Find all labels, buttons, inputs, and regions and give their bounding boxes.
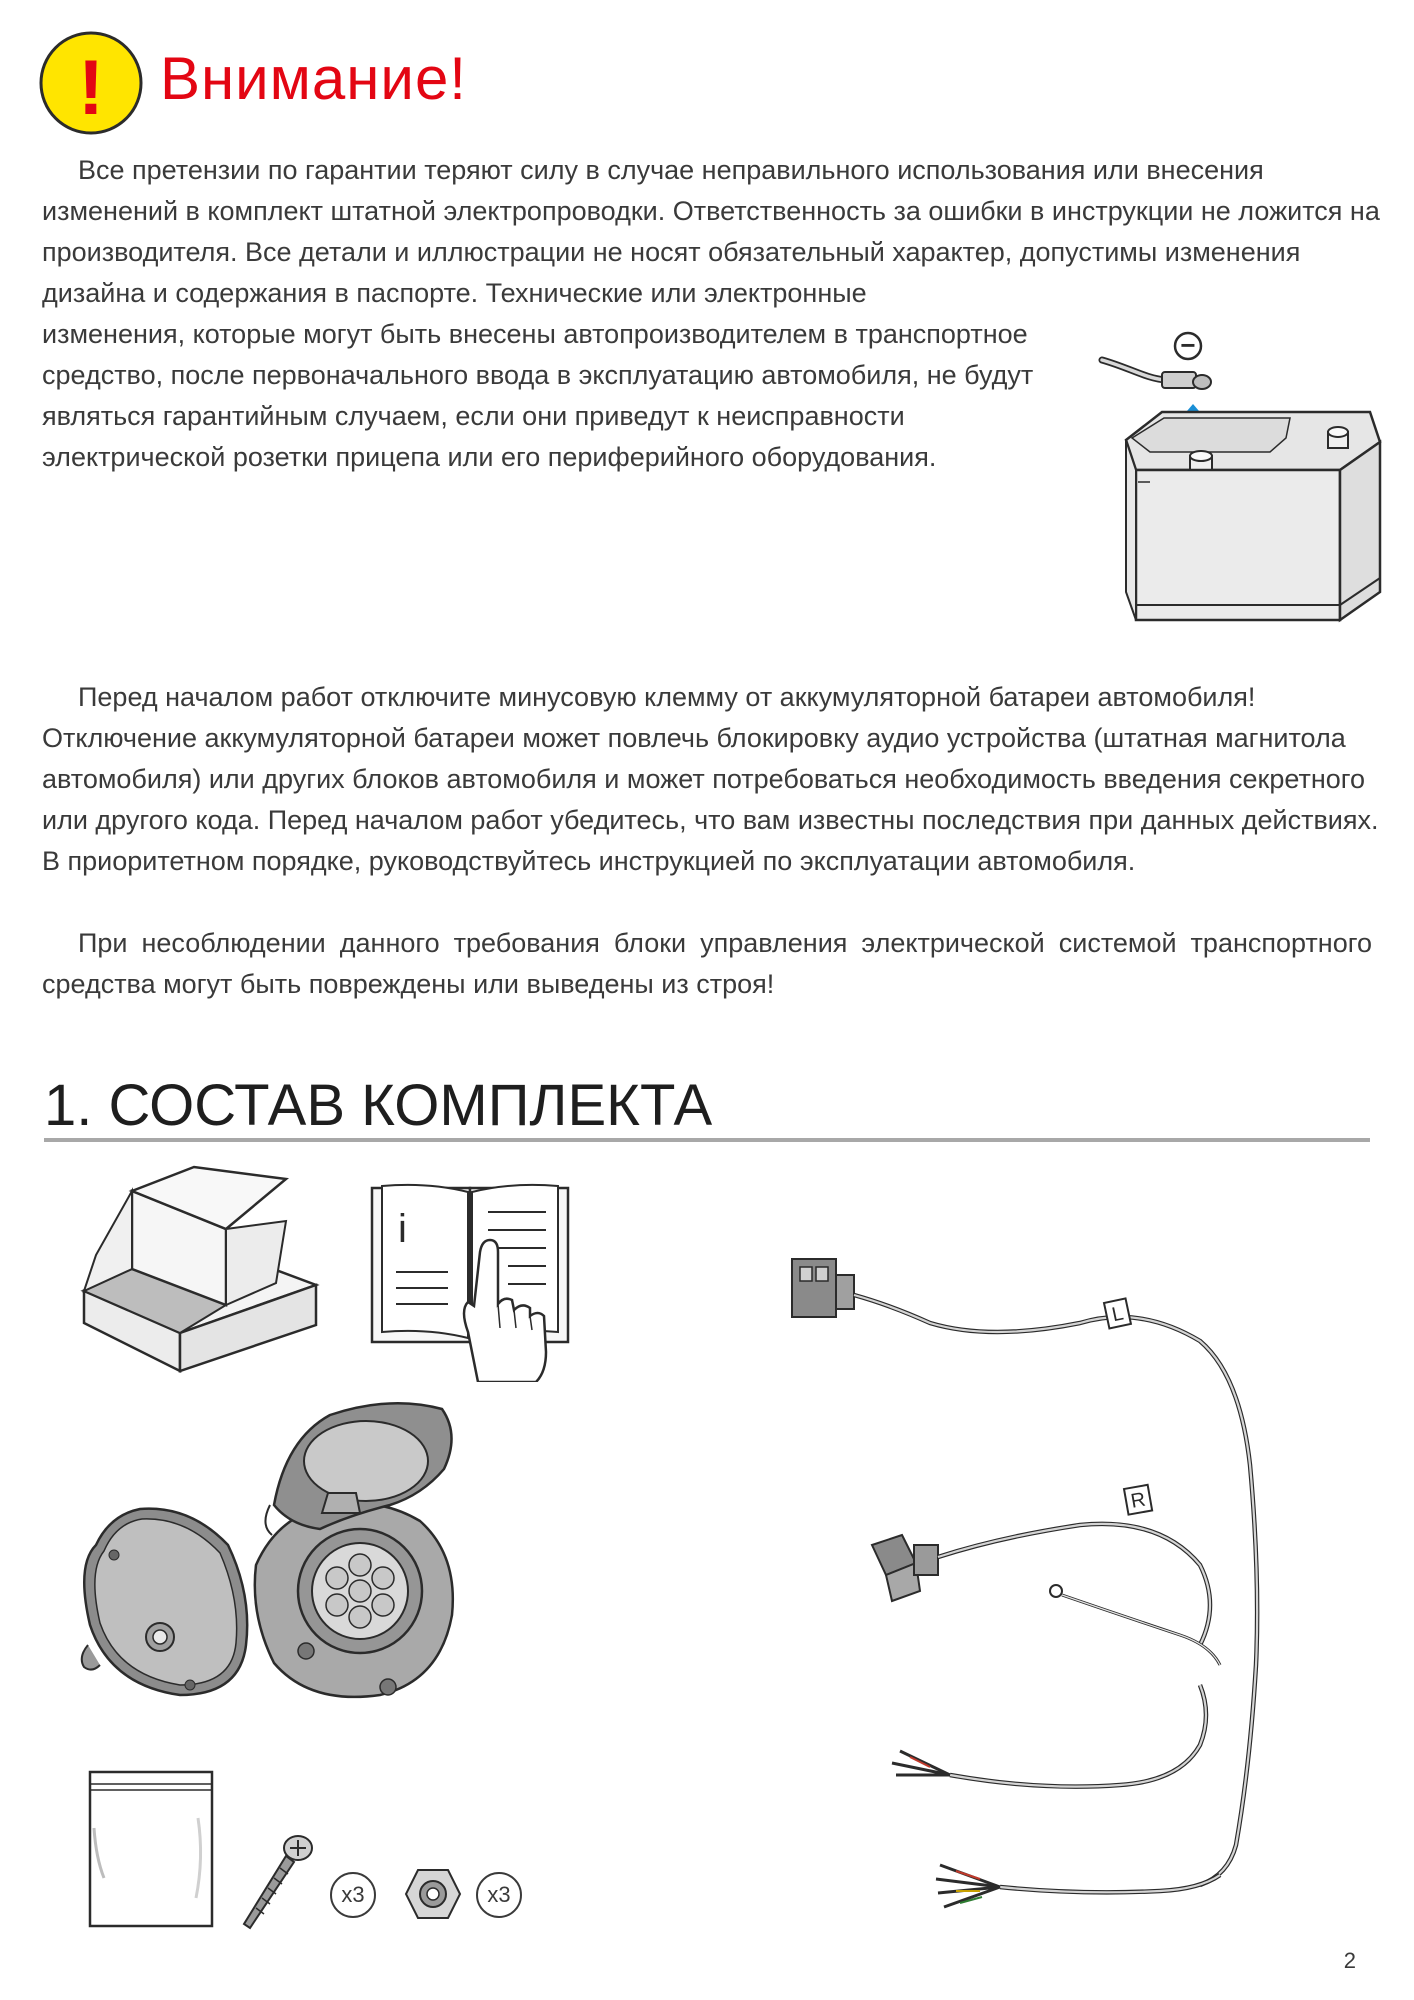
wire-ends-top	[892, 1751, 950, 1775]
screw-icon	[236, 1832, 316, 1942]
warranty-paragraph-continued: изменения, которые могут быть внесены автопроизводителем в транспортное средство, после первоначального ввода в эксплуатацию автомобиля, не будут являться гарантийным случаем, если они приведут к неисправности электрической розетки прицепа или его периферийного оборудования.	[42, 319, 1034, 472]
section-title: 1. СОСТАВ КОМПЛЕКТА	[44, 1073, 713, 1138]
screw-quantity-badge: x3	[330, 1872, 376, 1918]
right-connector-icon	[872, 1535, 938, 1601]
nut-icon	[404, 1866, 462, 1922]
minus-terminal-icon	[1175, 330, 1201, 360]
manual-book-illustration	[368, 1182, 578, 1382]
left-connector-icon	[792, 1259, 854, 1317]
page-number: 2	[1343, 1948, 1356, 1973]
battery-illustration	[1090, 320, 1390, 640]
warning-symbol: !	[78, 43, 104, 131]
wire-ends-bottom	[936, 1865, 1000, 1907]
box-illustration	[76, 1165, 326, 1375]
info-letter: i	[398, 1207, 407, 1251]
wire-label-left: L	[1109, 1302, 1126, 1327]
minus-symbol: −	[1180, 330, 1196, 360]
wiring-harness-illustration	[780, 1245, 1300, 1925]
bag-illustration	[86, 1768, 216, 1930]
exclamation-warning-icon	[38, 30, 144, 136]
section-divider	[44, 1138, 1370, 1142]
nut-quantity-badge: x3	[476, 1872, 522, 1918]
warning-title: Внимание!	[160, 45, 467, 112]
damage-warning-paragraph: При несоблюдении данного требования блоки управления электрической системой транспортного средства могут быть повреждены или выведены из строя!	[42, 928, 1372, 999]
warranty-paragraph: Все претензии по гарантии теряют силу в случае неправильного использования или внесения изменений в комплект штатной электропроводки. Ответственность за ошибки в инструкции не ложится на производителя. Все детали и иллюстрации не носят обязательный характер, допустимы изменения дизайна и содержания в паспорте. Технические или электронные	[42, 155, 1380, 308]
wire-label-right: R	[1129, 1488, 1148, 1513]
battery-warning-paragraph: Перед началом работ отключите минусовую клемму от аккумуляторной батареи автомобиля! Отключение аккумуляторной батареи может повлечь блокировку аудио устройства (штатная магнитола автомобиля) или других блоков автомобиля и может потребоваться необходимость введения секретного или другого кода. Перед началом работ убедитесь, что вам известны последствия при данных действиях. В приоритетном порядке, руководствуйтесь инструкцией по эксплуатации автомобиля.	[42, 682, 1379, 876]
trailer-socket-illustration	[60, 1395, 480, 1715]
